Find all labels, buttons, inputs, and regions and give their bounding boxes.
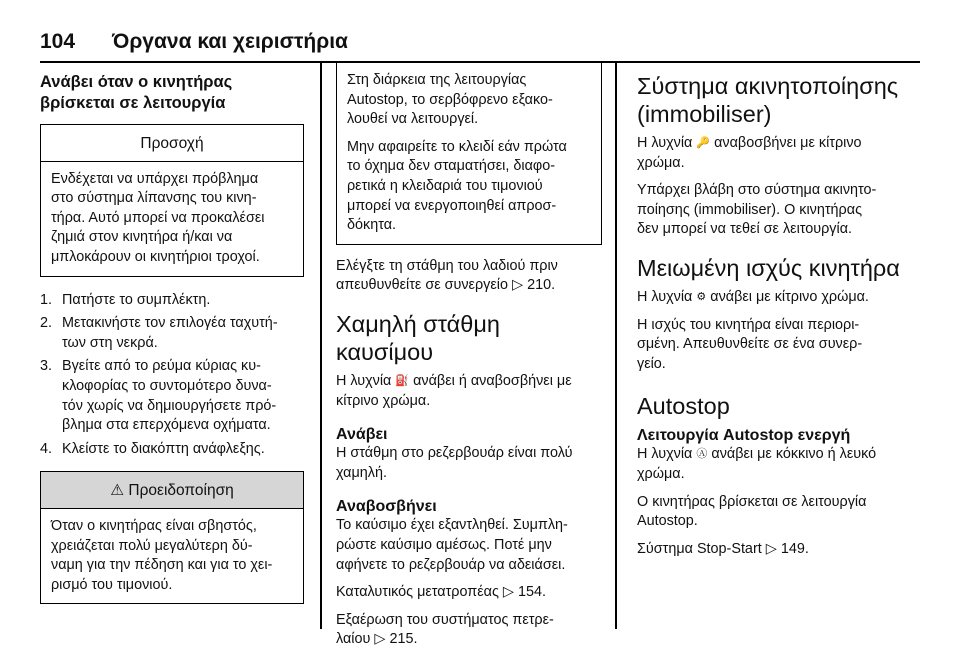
list-item: 4. Κλείστε το διακόπτη ανάφλεξης. [40,440,265,457]
autostop-heading: Autostop [637,393,730,420]
box-paragraph: Στη διάρκεια της λειτουργίας Autostop, το σερβόφρενο εξακο- λουθεί να λειτουργεί. [347,72,553,128]
page-ref-icon: ▷ [502,584,514,601]
flash-paragraph: Το καύσιμο έχει εξαντληθεί. Συμπλη- ρώστε καύσιμο αμέσως. Ποτέ μην αφήνετε το ρεζερβουάρ να αδειάσει. [336,517,568,573]
fuel-heading: Χαμηλή στάθμη καυσίμου [336,310,500,365]
column-3 [637,72,920,567]
list-item: 1. Πατήστε το συμπλέκτη. [40,291,211,308]
page-ref-link[interactable]: 154. [517,584,546,601]
oil-paragraph: Ελέγξτε τη στάθμη του λαδιού πριν απευθυνθείτε σε συνεργείο ▷ 210. [336,257,558,294]
exhaust-paragraph: Εξαέρωση του συστήματος πετρε- λαίου ▷ 215. [336,611,554,648]
list-item: 2. Μετακινήστε τον επιλογέα ταχυτή- των στη νεκρά. [40,315,278,351]
catalyst-paragraph: Καταλυτικός μετατροπέας ▷ 154. [336,584,546,601]
page-header [40,14,348,54]
page-ref-icon: ▷ [765,540,777,557]
caution-box [40,124,304,277]
column-divider-1 [320,63,322,629]
caution-text: Ενδέχεται να υπάρχει πρόβλημα στο σύστημα λίπανσης του κινη- τήρα. Αυτό μπορεί να προκαλέσει ζημιά στον κινητήρα ή/και να μπλοκάρουν οι κινητήριοι τροχοί. [51,170,265,265]
page-ref-link[interactable]: 210. [527,277,556,294]
section-heading: Ανάβει όταν ο κινητήρας βρίσκεται σε λειτουργία [40,73,233,112]
column-2 [336,72,602,658]
box-paragraph: Μην αφαιρείτε το κλειδί εάν πρώτα το όχημα δεν σταματήσει, διαφο- ρετικά η κλειδαριά του τιμονιού μπορεί να ενεργοποιηθεί απροσ- δόκητα. [347,138,567,234]
page-ref-icon: ▷ [511,277,524,294]
autostop-active-heading: Λειτουργία Autostop ενεργή [637,427,851,445]
warning-header [41,472,303,509]
car-key-icon: 🔑 [696,137,711,149]
immobiliser-paragraph: Η λυχνία 🔑 αναβοσβήνει με κίτρινο χρώμα. [637,135,862,171]
warning-text: Όταν ο κινητήρας είναι σβηστός, χρειάζεται πολύ μεγαλύτερη δύ- ναμη για την πέδηση και για το χει- ρισμό του τιμονιού. [51,517,273,593]
caution-continued-box [336,62,602,245]
warning-title: Προειδοποίηση [128,482,234,500]
autostop-paragraph: Η λυχνία Ⓐ ανάβει με κόκκινο ή λευκό χρώμα. [637,446,877,482]
autostop-icon: Ⓐ [696,448,708,461]
fuel-pump-icon: ⛽ [395,374,410,387]
immobiliser-paragraph-2: Υπάρχει βλάβη στο σύστημα ακινητο- ποίησης (immobiliser). Ο κινητήρας δεν μπορεί να τεθεί σε λειτουργία. [637,182,877,238]
reduced-power-paragraph: Η λυχνία ⚙ ανάβει με κίτρινο χρώμα. [637,288,920,308]
immobiliser-heading: Σύστημα ακινητοποίησης (immobiliser) [637,73,899,127]
warning-box [40,471,304,604]
lit-paragraph: Η στάθμη στο ρεζερβουάρ είναι πολύ χαμηλή. [336,445,573,481]
stop-start-paragraph: Σύστημα Stop-Start ▷ 149. [637,540,809,557]
caution-title: Προσοχή [41,125,303,162]
column-divider-2 [615,63,617,629]
engine-power-icon: ⚙ [696,290,707,303]
page-ref-link[interactable]: 215. [389,631,418,648]
column-1 [40,72,304,618]
flash-heading: Αναβοσβήνει [336,498,437,516]
page-title: Όργανα και χειριστήρια [112,30,348,53]
lit-heading: Ανάβει [336,426,388,444]
reduced-power-paragraph-2: Η ισχύς του κινητήρα είναι περιορι- σμένη. Απευθυνθείτε σε ένα συνερ- γείο. [637,316,863,372]
autostop-paragraph-2: Ο κινητήρας βρίσκεται σε λειτουργία Autostop. [637,493,867,530]
reduced-power-heading: Μειωμένη ισχύς κινητήρα [637,254,900,281]
warning-icon: ⚠ [110,482,125,500]
list-item: 3. Βγείτε από το ρεύμα κύριας κυ- κλοφορίας το συντομότερο δυνα- τόν χωρίς να δημιουργήσετε πρό- βλημα στα επερχόμενα οχήματα. [40,358,277,434]
fuel-paragraph: Η λυχνία ⛽ ανάβει ή αναβοσβήνει με κίτρινο χρώμα. [336,372,572,409]
page-ref-link[interactable]: 149. [780,540,809,557]
page-ref-icon: ▷ [374,631,386,648]
steps-list [40,291,304,460]
page-number: 104 [40,30,76,53]
